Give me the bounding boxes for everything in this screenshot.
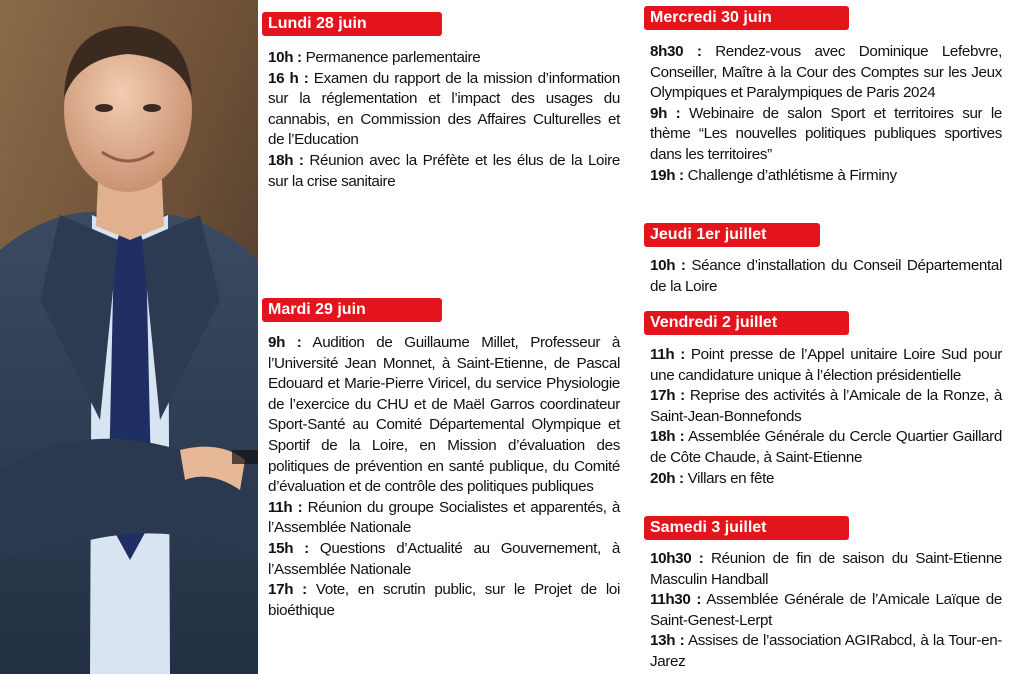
event-item: 20h : Villars en fête	[650, 469, 775, 487]
event-item: 11h : Point presse de l’Appel unitaire Loire Sud pour une candidature unique à l’élection présidentielle	[650, 346, 1002, 384]
event-item: 8h30 : Rendez-vous avec Dominique Lefebvre, Conseiller, Maître à la Cour des Comptes sur les Jeux Olympiques et Paralympiques de Paris 2024	[650, 43, 1003, 102]
day-header: Mardi 29 juin	[262, 298, 442, 322]
event-item: 17h : Vote, en scrutin public, sur le Projet de loi bioéthique	[268, 581, 620, 619]
event-item: 13h : Assises de l’association AGIRabcd, à la Tour-en-Jarez	[650, 632, 1002, 670]
day-block-samedi	[644, 516, 1002, 673]
event-item: 15h : Questions d’Actualité au Gouvernement, à l’Assemblée Nationale	[268, 539, 620, 578]
event-list	[262, 48, 620, 192]
event-list	[262, 333, 620, 621]
event-list	[644, 256, 1002, 297]
day-block-mardi	[262, 298, 620, 621]
portrait-photo	[0, 0, 258, 674]
event-item: 9h : Audition de Guillaume Millet, Professeur à l’Université Jean Monnet, à Saint-Etienne, de Pascal Edouard et Marie-Pierre Viricel, du service Physiologie de l’exercice du CHU et de Maël Garros coordinateur Sport-Santé au Comité Départemental Olympique et Sportif de la Loire, en Mission d’évaluation des politiques de prévention en santé publique, du Comité d’évaluation et de contrôle des politiques publiques	[268, 334, 620, 496]
day-header: Jeudi 1er juillet	[644, 223, 820, 247]
event-list	[644, 42, 1002, 186]
day-header: Samedi 3 juillet	[644, 516, 849, 540]
event-item: 17h : Reprise des activités à l’Amicale de la Ronze, à Saint-Jean-Bonnefonds	[650, 387, 1002, 425]
day-block-vendredi	[644, 311, 1002, 489]
event-list	[644, 549, 1002, 673]
day-header: Vendredi 2 juillet	[644, 311, 849, 335]
event-item: 11h : Réunion du groupe Socialistes et apparentés, à l’Assemblée Nationale	[268, 498, 620, 537]
day-header: Mercredi 30 juin	[644, 6, 849, 30]
event-item: 18h : Réunion avec la Préfète et les élus de la Loire sur la crise sanitaire	[268, 151, 620, 190]
day-block-mercredi	[644, 6, 1002, 186]
day-block-jeudi	[644, 223, 1002, 297]
day-header: Lundi 28 juin	[262, 12, 442, 36]
event-item: 11h30 : Assemblée Générale de l’Amicale Laïque de Saint-Genest-Lerpt	[650, 591, 1002, 629]
event-item: 10h30 : Réunion de fin de saison du Saint-Etienne Masculin Handball	[650, 550, 1003, 588]
event-item: 9h : Webinaire de salon Sport et territoires sur le thème “Les nouvelles politiques publiques sportives dans les territoires”	[650, 104, 1002, 163]
day-block-lundi	[262, 12, 620, 192]
event-item: 19h : Challenge d’athlétisme à Firminy	[650, 166, 897, 184]
event-item: 10h : Séance d’installation du Conseil Départemental de la Loire	[650, 257, 1003, 295]
event-list	[644, 345, 1002, 489]
event-item: 18h : Assemblée Générale du Cercle Quartier Gaillard de Côte Chaude, à Saint-Etienne	[650, 428, 1002, 466]
event-item: 10h : Permanence parlementaire	[268, 49, 481, 66]
event-item: 16 h : Examen du rapport de la mission d’information sur la réglementation et l’impact des usages du cannabis, en Commission des Affaires Culturelles et de l’Education	[268, 69, 620, 149]
